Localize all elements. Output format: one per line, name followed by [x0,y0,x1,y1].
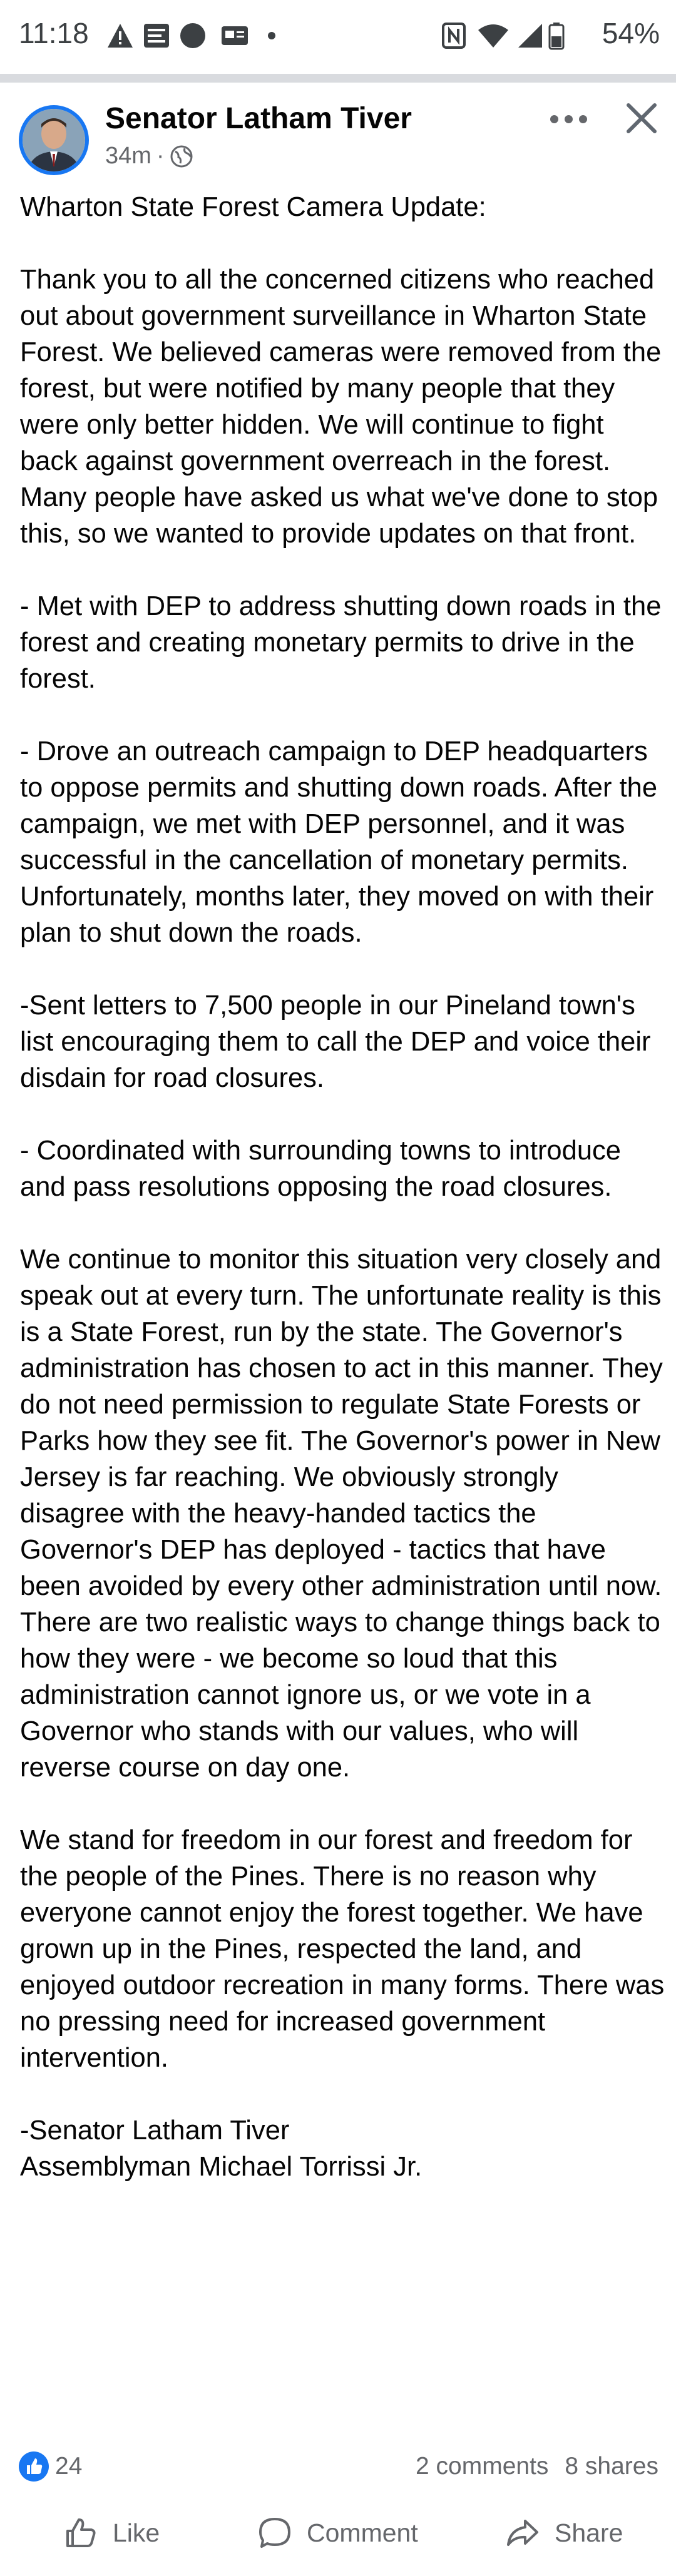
close-button[interactable] [620,96,663,140]
comment-icon [257,2515,293,2551]
status-time: 11:18 [19,17,89,49]
notification-icons [105,21,293,50]
circle-icon [180,23,205,48]
reaction-count[interactable]: 24 [55,2453,83,2480]
dot-icon [268,32,275,39]
more-dot [550,115,558,123]
warning-icon [108,24,133,48]
post-text: Wharton State Forest Camera Update: Thank you to all the concerned citizens who reached out about government surveillance in Wharton State Forest. We believed cameras were removed from the forest, but were notified by many people that they were only better hidden. We will continue to fight back against government overreach in the forest. Many people have asked us what we've done to stop this, so we wanted to provide updates on that front. - Met with DEP to address shutting down roads in the forest and creating monetary permits to drive in the forest. - Drove an outreach campaign to DEP headquarters to oppose permits and shutting down roads. After the campaign, we met with DEP personnel, and it was successful in the cancellation of monetary permits. Unfortunately, months later, they moved on with their plan to shut down the roads. -Sent letters to 7,500 people in our Pineland town's list encouraging them to call the DEP and voice their disdain for road closures. - Coordinated with surrounding towns to introduce and pass resolutions opposing the road closures. We continue to monitor this situation very closely and speak out at every turn. The unfortunate reality is this is a State Forest, run by the state. The Governor's administration has chosen to act in this manner. They do not need permission to regulate State Forests or Parks how they see fit. The Governor's power in New Jersey is far reaching. We obviously strongly disagree with the heavy-handed tactics the Governor's DEP has deployed - tactics that have been avoided by every other administration until now. There are two realistic ways to change things back to how they were - we become so loud that this administration cannot ignore us, or we vote in a Governor who stands with our values, who will reverse course on day one. We stand for freedom in our forest and freedom for the people of the Pines. There is no reason why everyone cannot enjoy the forest together. We have grown up in the Pines, respected the land, and enjoyed outdoor recreation in many forms. There was no pressing need for increased government intervention. -Senator Latham Tiver Assemblyman Michael Torrissi Jr. [20,192,665,2182]
like-label: Like [113,2518,160,2547]
like-button[interactable] [63,2510,160,2555]
close-icon [620,96,663,140]
wifi-icon [478,24,508,48]
engagement-counts [416,2453,658,2480]
shares-count[interactable]: 8 shares [565,2453,658,2480]
more-options-button[interactable] [543,106,593,131]
battery-icon [550,23,563,49]
comment-button[interactable] [257,2510,418,2555]
globe-icon [170,145,193,168]
avatar[interactable] [19,105,89,175]
more-dot [579,115,587,123]
like-reaction-badge[interactable] [19,2451,49,2482]
share-button[interactable] [504,2510,623,2555]
signal-icon [518,24,542,48]
nfc-icon [443,24,464,48]
reactions-row [19,2448,657,2485]
action-bar [0,2503,676,2565]
avatar-photo [23,109,85,171]
top-divider [0,74,676,83]
comment-label: Comment [307,2518,418,2547]
id-card-icon [222,26,248,45]
status-bar [0,0,676,74]
share-label: Share [555,2518,623,2547]
post-meta [105,143,193,170]
fox-news-icon [144,24,169,48]
share-icon [504,2515,541,2551]
more-dot [565,115,573,123]
post-time[interactable]: 34m [105,143,151,169]
comments-count[interactable]: 2 comments [416,2453,549,2480]
author-name[interactable]: Senator Latham Tiver [105,102,412,135]
battery-percentage: 54% [602,17,660,49]
thumbs-up-icon [19,2451,49,2482]
meta-separator: · [156,143,165,169]
thumbs-up-outline-icon [63,2515,99,2551]
